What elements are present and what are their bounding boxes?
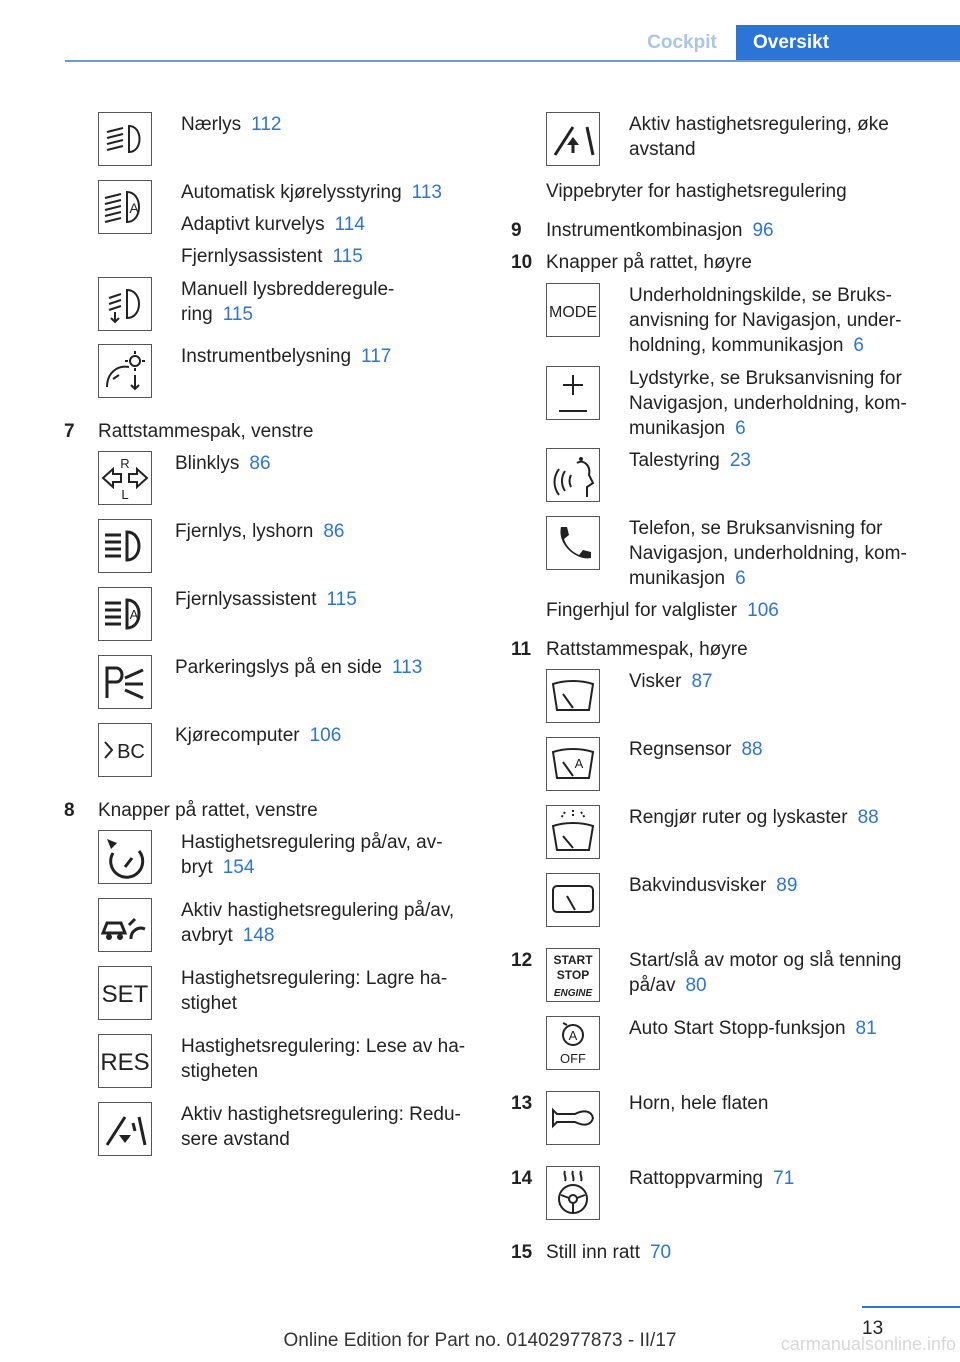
stop-label: STOP	[556, 968, 590, 982]
page-link[interactable]: 6	[853, 335, 864, 356]
off-label: OFF	[560, 1051, 586, 1066]
mode-text: Underholdningskilde, se Bruks- anvisning for Navigasjon, under- holdning, kommunikasjon 6	[629, 285, 902, 356]
thumbwheel-text: Fingerhjul for valglister 106	[546, 600, 779, 621]
washer-icon	[546, 805, 600, 859]
section-number: 12	[511, 950, 533, 971]
volume-text: Lydstyrke, se Bruksanvisning for Navigasjon, underholdning, kom- munikasjon 6	[629, 368, 907, 439]
washer-text: Rengjør ruter og lyskaster 88	[629, 807, 879, 828]
page-link[interactable]: 89	[776, 875, 798, 896]
header-rule	[65, 60, 960, 62]
page-link[interactable]: 115	[326, 589, 357, 610]
rear-wiper-text: Bakvindusvisker 89	[629, 875, 798, 896]
set-text: Hastighetsregulering: Lagre ha- stighet	[181, 968, 448, 1014]
set-button-icon	[98, 966, 152, 1020]
distance-increase-text: Aktiv hastighetsregulering, øke avstand	[629, 114, 889, 160]
page-link[interactable]: 71	[773, 1168, 795, 1189]
page-link[interactable]: 87	[691, 671, 713, 692]
section-number: 8	[64, 800, 75, 821]
page-link[interactable]: 117	[361, 346, 392, 367]
cruise-control-text: Hastighetsregulering på/av, av- bryt 154	[181, 832, 443, 878]
high-beam-text: Fjernlys, lyshorn 86	[175, 521, 345, 542]
auto-light-icon	[98, 180, 152, 234]
page-link[interactable]: 106	[747, 600, 779, 621]
active-cruise-text: Aktiv hastighetsregulering på/av, avbryt 148	[181, 900, 455, 946]
auto-a-letter: A	[568, 1028, 578, 1043]
horn-icon	[546, 1091, 600, 1145]
watermark: carmanualsonline.info	[780, 1334, 956, 1354]
assist-letter: A	[129, 607, 139, 622]
high-beam-assist-icon	[98, 587, 152, 641]
page-link[interactable]: 106	[309, 725, 342, 746]
page-link[interactable]: 81	[855, 1018, 877, 1039]
wiper-icon	[546, 669, 600, 723]
section-title: Knapper på rattet, høyre	[546, 252, 752, 273]
distance-reduce-text: Aktiv hastighetsregulering: Redu- sere avstand	[181, 1104, 461, 1150]
distance-reduce-icon	[98, 1102, 152, 1156]
footer-rule	[862, 1306, 960, 1308]
auto-light-text: Automatisk kjørelysstyring 113 Adaptivt kurvelys 114 Fjernlysassistent 115	[181, 182, 442, 267]
footer-edition: Online Edition for Part no. 01402977873 - II/17	[283, 1330, 677, 1351]
adjust-wheel-text: Still inn ratt 70	[546, 1242, 672, 1263]
phone-icon	[546, 516, 600, 570]
headlight-range-icon	[98, 277, 152, 331]
high-beam-icon	[98, 519, 152, 573]
headlight-range-text: Manuell lysbredderegule- ring 115	[181, 279, 395, 325]
wiper-text: Visker 87	[629, 671, 713, 692]
turn-signal-icon	[98, 451, 152, 505]
auto-start-stop-icon	[546, 1016, 600, 1070]
auto-start-stop-text: Auto Start Stopp-funksjon 81	[629, 1018, 877, 1039]
page-link[interactable]: 88	[741, 739, 763, 760]
page-link[interactable]: 114	[334, 214, 365, 235]
active-cruise-icon	[98, 898, 152, 952]
page-link[interactable]: 6	[735, 418, 746, 439]
engine-label: ENGINE	[553, 988, 593, 999]
res-text: Hastighetsregulering: Lese av ha- stigheten	[181, 1036, 466, 1082]
parking-light-text: Parkeringslys på en side 113	[175, 657, 423, 678]
res-button-icon	[98, 1034, 152, 1088]
page-link[interactable]: 96	[752, 220, 774, 241]
page-link[interactable]: 148	[242, 925, 275, 946]
start-stop-text: Start/slå av motor og slå tenning på/av 80	[629, 950, 902, 996]
page-number: 13	[862, 1318, 884, 1339]
page-link[interactable]: 115	[332, 246, 363, 267]
board-computer-text: Kjørecomputer 106	[175, 725, 342, 746]
parking-light-icon	[98, 655, 152, 709]
page-link[interactable]: 112	[251, 114, 282, 135]
section-number: 10	[511, 252, 533, 273]
instrument-lighting-icon	[98, 344, 152, 398]
rain-letter: A	[574, 756, 584, 771]
phone-text: Telefon, se Bruksanvisning for Navigasjon, underholdning, kom- munikasjon 6	[629, 518, 907, 589]
section-number: 11	[511, 639, 532, 660]
page-link[interactable]: 6	[735, 568, 746, 589]
rain-sensor-text: Regnsensor 88	[629, 739, 763, 760]
rain-sensor-icon	[546, 737, 600, 791]
section-number: 7	[64, 421, 75, 442]
page-link[interactable]: 113	[411, 182, 442, 203]
horn-text: Horn, hele flaten	[629, 1093, 769, 1114]
steering-heat-text: Rattoppvarming 71	[629, 1168, 795, 1189]
section-title: Knapper på rattet, venstre	[98, 800, 318, 821]
section-title: Instrumentkombinasjon 96	[546, 220, 774, 241]
section-title: Rattstammespak, venstre	[98, 421, 314, 442]
mode-label: MODE	[549, 304, 597, 321]
voice-control-text: Talestyring 23	[629, 450, 751, 471]
page-link[interactable]: 115	[222, 304, 253, 325]
section-title: Rattstammespak, høyre	[546, 639, 748, 660]
section-number: 14	[511, 1168, 533, 1189]
rocker-switch-text: Vippebryter for hastighetsregulering	[546, 181, 847, 202]
rear-wiper-icon	[546, 873, 600, 927]
section-number: 15	[511, 1242, 533, 1263]
voice-control-icon	[546, 448, 600, 502]
auto-light-letter: A	[129, 200, 139, 216]
page-link[interactable]: 154	[222, 857, 255, 878]
tab-oversikt[interactable]: Oversikt	[736, 25, 960, 61]
low-beam-icon	[98, 112, 152, 166]
cruise-control-icon	[98, 830, 152, 884]
board-computer-icon	[98, 723, 152, 777]
page-link[interactable]: 80	[685, 975, 707, 996]
page-link[interactable]: 70	[649, 1242, 672, 1263]
turn-signal-text: Blinklys 86	[175, 453, 271, 474]
res-label: RES	[100, 1049, 150, 1076]
low-beam-text: Nærlys 112	[181, 114, 282, 135]
section-number: 13	[511, 1093, 533, 1114]
page-link[interactable]: 23	[729, 450, 751, 471]
start-stop-icon	[546, 948, 600, 1002]
turn-l-letter: L	[121, 487, 129, 502]
steering-heat-icon	[546, 1166, 600, 1220]
section-number: 9	[511, 220, 522, 241]
bc-label: BC	[117, 741, 145, 763]
page-link[interactable]: 86	[323, 521, 345, 542]
page-link[interactable]: 113	[392, 657, 423, 678]
mode-button-icon	[546, 283, 600, 337]
set-label: SET	[101, 981, 149, 1008]
page-link[interactable]: 86	[249, 453, 271, 474]
volume-icon	[546, 366, 600, 420]
turn-r-letter: R	[120, 456, 130, 471]
instrument-lighting-text: Instrumentbelysning 117	[181, 346, 392, 367]
distance-increase-icon	[546, 112, 600, 166]
page-link[interactable]: 88	[857, 807, 879, 828]
tab-cockpit[interactable]: Cockpit	[647, 32, 717, 53]
start-label: START	[553, 953, 593, 967]
high-beam-assist-text: Fjernlysassistent 115	[175, 589, 357, 610]
